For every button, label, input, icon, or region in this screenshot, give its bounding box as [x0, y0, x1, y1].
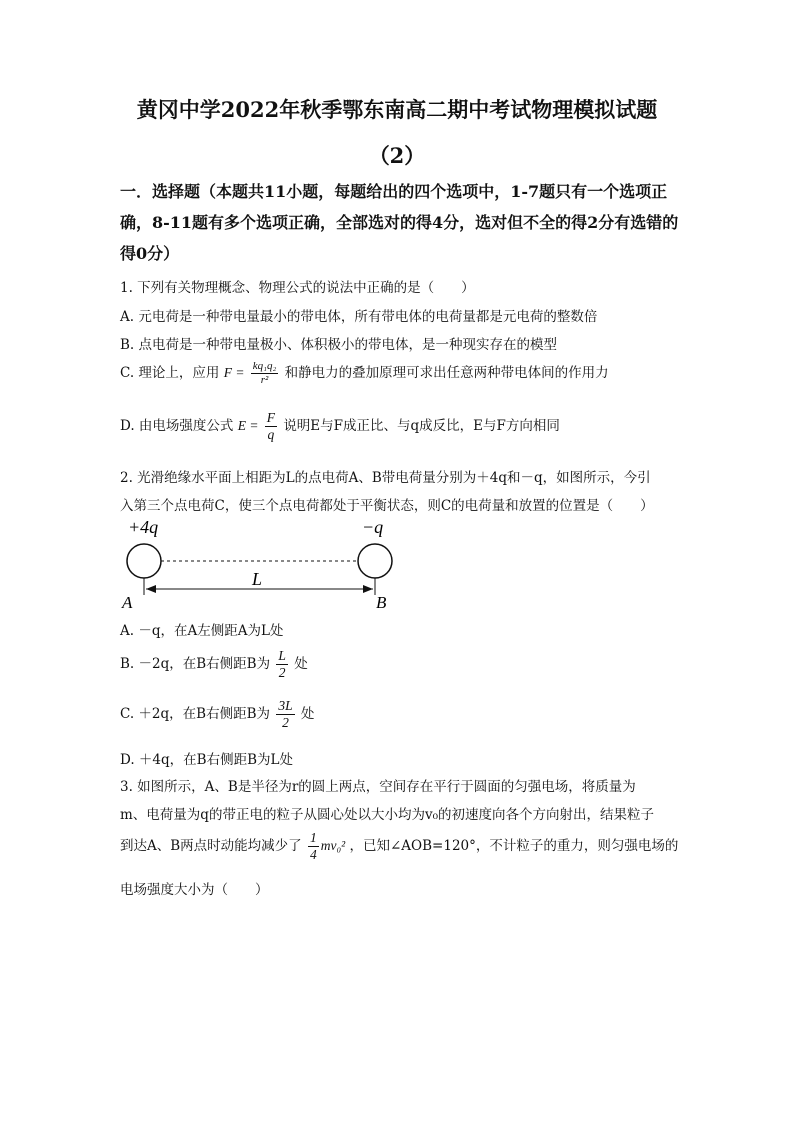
coulomb-formula-numerator: kq₁q₂: [252, 360, 277, 372]
q3-line3-prefix: 到达A、B两点时动能均减少了: [120, 838, 302, 854]
coulomb-formula-denominator: r²: [260, 374, 269, 386]
charge-b-circle: [358, 544, 392, 578]
q2-option-c: [120, 698, 314, 731]
q1-option-c-prefix: C. 理论上，应用: [120, 365, 220, 381]
coulomb-formula-fraction: [251, 360, 279, 387]
field-formula-denominator: q: [267, 427, 275, 442]
q2-option-d: D. ＋4q，在B右侧距B为L处: [120, 752, 293, 768]
q2-option-b: [120, 648, 308, 681]
charge-a-label: +4q: [128, 517, 159, 537]
q2-option-c-denominator: 2: [282, 715, 289, 730]
charge-b-label: −q: [362, 517, 384, 537]
q3-energy-fraction: [308, 830, 319, 863]
q1-stem: 1. 下列有关物理概念、物理公式的说法中正确的是（ ）: [120, 280, 475, 296]
exam-title-number: （2）: [368, 143, 426, 168]
q2-charges-figure: [118, 515, 408, 613]
distance-label: L: [252, 569, 263, 589]
arrowhead-right: [363, 585, 373, 593]
point-b-label: B: [376, 593, 387, 612]
q2-option-c-prefix: C. ＋2q，在B右侧距B为: [120, 706, 271, 722]
q3-stem-line2: m、电荷量为q的带正电的粒子从圆心处以大小均为v₀的初速度向各个方向射出，结果粒子: [120, 807, 654, 823]
q2-stem-line1: 2. 光滑绝缘水平面上相距为L的点电荷A、B带电荷量分别为＋4q和－q，如图所示，今引: [120, 470, 651, 486]
q3-fraction-numerator: 1: [309, 830, 317, 845]
exam-title: 黄冈中学2022年秋季鄂东南高二期中考试物理模拟试题: [136, 97, 658, 122]
field-formula-lhs: E =: [237, 418, 259, 433]
q3-fraction-denominator: 4: [309, 847, 317, 862]
q2-option-a: A. －q，在A左侧距A为L处: [120, 623, 284, 639]
q2-option-c-suffix: 处: [300, 706, 315, 722]
field-formula-numerator: F: [266, 410, 276, 425]
section-heading: 一．选择题（本题共11小题，每题给出的四个选项中，1-7题只有一个选项正确，8-11题有多个选项正确，全部选对的得4分，选对但不全的得2分有选错的得0分）: [120, 182, 679, 263]
q2-option-b-suffix: 处: [294, 656, 308, 672]
q1-option-d-prefix: D. 由电场强度公式: [120, 418, 234, 434]
q2-stem-line2: 入第三个点电荷C，使三个点电荷都处于平衡状态，则C的电荷量和放置的位置是（ ）: [120, 498, 654, 514]
q3-stem-line1: 3. 如图所示，A、B是半径为r的圆上两点，空间存在平行于圆面的匀强电场，将质量为: [120, 779, 636, 795]
q2-option-b-prefix: B. －2q，在B右侧距B为: [120, 656, 271, 672]
arrowhead-left: [146, 585, 156, 593]
q2-option-b-fraction: [276, 648, 288, 681]
q3-kinetic-term: mv₀²: [320, 838, 346, 853]
q2-option-c-fraction: [276, 698, 294, 731]
point-a-label: A: [122, 593, 133, 612]
q2-option-b-numerator: L: [278, 648, 286, 663]
coulomb-formula-lhs: F =: [223, 365, 245, 380]
field-formula-fraction: [265, 410, 277, 443]
q3-stem-line4: 电场强度大小为（ ）: [120, 882, 269, 898]
q1-option-d: [120, 410, 560, 443]
q1-option-c-suffix: 和静电力的叠加原理可求出任意两种带电体间的作用力: [284, 365, 609, 381]
q1-option-a: A. 元电荷是一种带电量最小的带电体，所有带电体的电荷量都是元电荷的整数倍: [120, 309, 598, 325]
charge-a-circle: [127, 544, 161, 578]
q1-option-b: B. 点电荷是一种带电量极小、体积极小的带电体，是一种现实存在的模型: [120, 337, 558, 353]
q3-stem-line3: [120, 830, 678, 863]
q1-option-d-suffix: 说明E与F成正比、与q成反比，E与F方向相同: [283, 418, 560, 434]
q3-line3-suffix: ，已知∠AOB=120°，不计粒子的重力，则匀强电场的: [349, 838, 679, 854]
q2-option-c-numerator: 3L: [278, 698, 293, 713]
q1-option-c: [120, 360, 609, 387]
q2-option-b-denominator: 2: [278, 665, 286, 680]
